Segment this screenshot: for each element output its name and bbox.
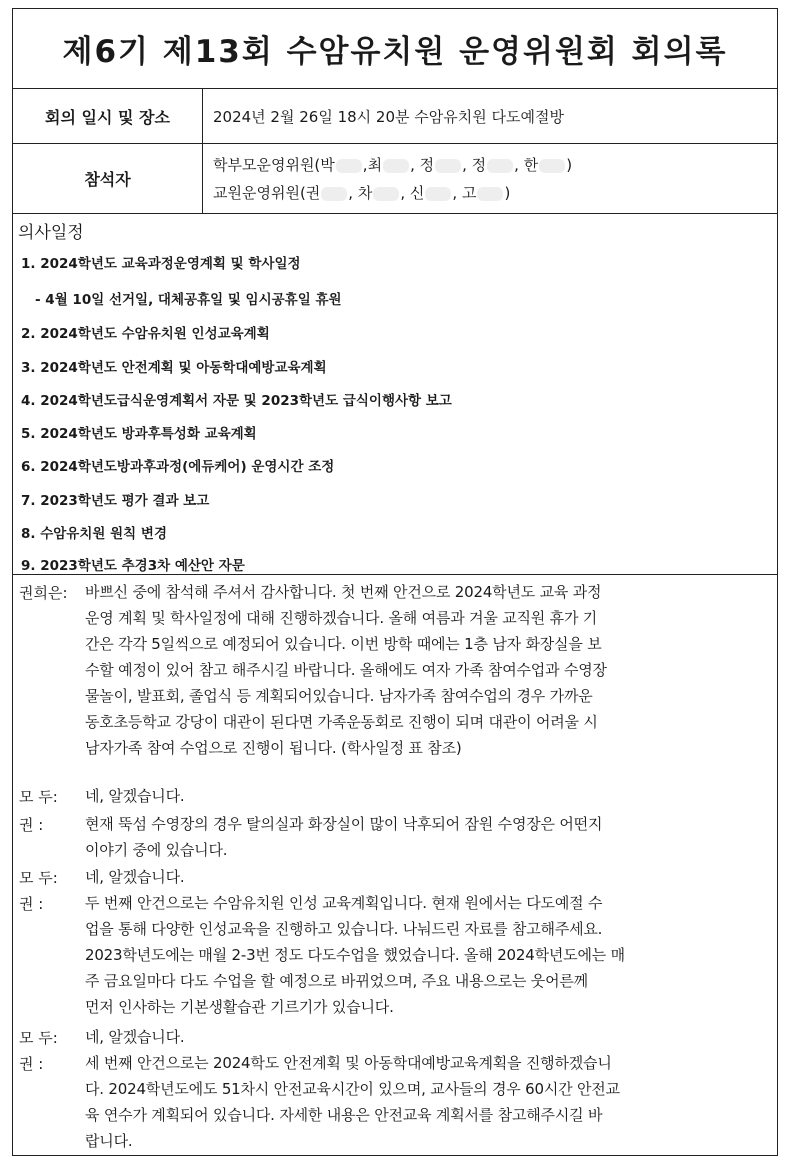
parent-members: 학부모운영위원(박 ,최 , 정 , 정 , 한 ) bbox=[213, 155, 573, 174]
minutes-line: 먼저 인사하는 기본생활습관 기르기가 있습니다. bbox=[85, 998, 394, 1016]
agenda-section bbox=[13, 214, 777, 575]
meeting-info-value: 2024년 2월 26일 18시 20분 수암유치원 다도예절방 bbox=[213, 107, 564, 126]
teacher-member: 신 bbox=[409, 183, 425, 202]
redaction-mark bbox=[425, 187, 451, 201]
minutes-line: 2023학년도에는 매월 2-3번 정도 다도수업을 했었습니다. 올해 2024학년도에는 매 bbox=[85, 946, 625, 964]
agenda-item: 9. 2023학년도 추경3차 예산안 자문 bbox=[21, 558, 245, 574]
teacher-members: 교원운영위원(권 , 차 , 신 , 고 ) bbox=[213, 183, 511, 202]
minutes-body bbox=[13, 575, 777, 1155]
redaction-mark bbox=[487, 159, 513, 173]
redaction-mark bbox=[539, 159, 565, 173]
minutes-line: 네, 알겠습니다. bbox=[85, 1028, 185, 1046]
minutes-line: 물놀이, 발표회, 졸업식 등 계획되어있습니다. 남자가족 참여수업의 경우 가까운 bbox=[85, 687, 593, 705]
parent-members-close: ) bbox=[566, 155, 573, 174]
redaction-mark bbox=[477, 187, 503, 201]
parent-member: 정 bbox=[471, 155, 487, 174]
attendees-row bbox=[13, 144, 777, 214]
agenda-item: 1. 2024학년도 교육과정운영계획 및 학사일정 bbox=[21, 256, 301, 272]
teacher-members-close: ) bbox=[504, 183, 511, 202]
speaker-label: 권희은: bbox=[19, 584, 68, 602]
minutes-line: 랍니다. bbox=[85, 1132, 133, 1150]
speaker-label: 권 : bbox=[19, 895, 44, 913]
teacher-members-prefix: 교원운영위원( bbox=[213, 183, 306, 202]
redaction-mark bbox=[321, 187, 347, 201]
attendees-label: 참석자 bbox=[13, 144, 203, 213]
redaction-mark bbox=[383, 159, 409, 173]
minutes-line: 이야기 중에 있습니다. bbox=[85, 841, 228, 859]
minutes-line: 간은 각각 5일씩으로 예정되어 있습니다. 이번 방학 때에는 1층 남자 화장실을 보 bbox=[85, 635, 602, 653]
parent-member: 정 bbox=[419, 155, 435, 174]
speaker-label: 모 두: bbox=[19, 869, 58, 887]
attendees-value bbox=[213, 144, 771, 213]
meeting-info-row bbox=[13, 89, 777, 144]
speaker-label: 권 : bbox=[19, 1055, 44, 1073]
teacher-member: 권 bbox=[305, 183, 321, 202]
minutes-line: 수할 예정이 있어 참고 해주시길 바랍니다. 올해에도 여자 가족 참여수업과 수영장 bbox=[85, 661, 607, 679]
minutes-line: 운영 계획 및 학사일정에 대해 진행하겠습니다. 올해 여름과 겨울 교직원 휴가 기 bbox=[85, 609, 598, 627]
minutes-line: 네, 알겠습니다. bbox=[85, 868, 185, 886]
minutes-line: 네, 알겠습니다. bbox=[85, 787, 185, 805]
agenda-item: 3. 2024학년도 안전계획 및 아동학대예방교육계획 bbox=[21, 360, 327, 376]
parent-member: 박 bbox=[320, 155, 335, 174]
minutes-line: 동호초등학교 강당이 대관이 된다면 가족운동회로 진행이 되며 대관이 어려울 시 bbox=[85, 713, 598, 731]
agenda-item: 2. 2024학년도 수암유치원 인성교육계획 bbox=[21, 326, 270, 342]
agenda-item: 8. 수암유치원 원칙 변경 bbox=[21, 526, 167, 542]
teacher-member: 고 bbox=[461, 183, 477, 202]
minutes-line: 두 번째 안건으로는 수암유치원 인성 교육계획입니다. 현재 원에서는 다도예절 수 bbox=[85, 894, 603, 912]
redaction-mark bbox=[336, 159, 362, 173]
minutes-line: 다. 2024학년도에도 51차시 안전교육시간이 있으며, 교사들의 경우 60시간 안전교 bbox=[85, 1080, 620, 1098]
speaker-label: 권 : bbox=[19, 816, 44, 834]
minutes-line: 세 번째 안건으로는 2024학도 안전계획 및 아동학대예방교육계획을 진행하겠습니 bbox=[85, 1054, 612, 1072]
agenda-item: 7. 2023학년도 평가 결과 보고 bbox=[21, 493, 210, 509]
parent-members-prefix: 학부모운영위원( bbox=[213, 155, 321, 174]
teacher-member: 차 bbox=[357, 183, 373, 202]
document-title: 제6기 제13회 수암유치원 운영위원회 회의록 bbox=[13, 9, 777, 89]
minutes-line: 주 금요일마다 다도 수업을 할 예정으로 바뀌었으며, 주요 내용으로는 웃어른께 bbox=[85, 972, 588, 990]
agenda-title: 의사일정 bbox=[18, 223, 84, 243]
minutes-line: 현재 뚝섬 수영장의 경우 탈의실과 화장실이 많이 낙후되어 잠원 수영장은 어떤지 bbox=[85, 815, 603, 833]
redaction-mark bbox=[373, 187, 399, 201]
minutes-line: 업을 통해 다양한 인성교육을 진행하고 있습니다. 나눠드린 자료를 참고해주세요. bbox=[85, 920, 603, 938]
speaker-label: 모 두: bbox=[19, 788, 58, 806]
meeting-info-label: 회의 일시 및 장소 bbox=[13, 89, 203, 143]
speaker-label: 모 두: bbox=[19, 1029, 58, 1047]
agenda-item: 5. 2024학년도 방과후특성화 교육계획 bbox=[21, 426, 257, 442]
minutes-line: 바쁘신 중에 참석해 주셔서 감사합니다. 첫 번째 안건으로 2024학년도 교육 과정 bbox=[85, 583, 602, 601]
minutes-line: 남자가족 참여 수업으로 진행이 됩니다. (학사일정 표 참조) bbox=[85, 739, 462, 757]
agenda-item: 6. 2024학년도방과후과정(에듀케어) 운영시간 조정 bbox=[21, 459, 335, 475]
agenda-subitem: - 4월 10일 선거일, 대체공휴일 및 임시공휴일 휴원 bbox=[35, 292, 342, 308]
minutes-document bbox=[12, 8, 778, 1156]
parent-member: 최 bbox=[367, 155, 383, 174]
redaction-mark bbox=[435, 159, 461, 173]
minutes-line: 육 연수가 계획되어 있습니다. 자세한 내용은 안전교육 계획서를 참고해주시길 바 bbox=[85, 1106, 603, 1124]
parent-member: 한 bbox=[523, 155, 539, 174]
agenda-item: 4. 2024학년도급식운영계획서 자문 및 2023학년도 급식이행사항 보고 bbox=[21, 393, 452, 409]
